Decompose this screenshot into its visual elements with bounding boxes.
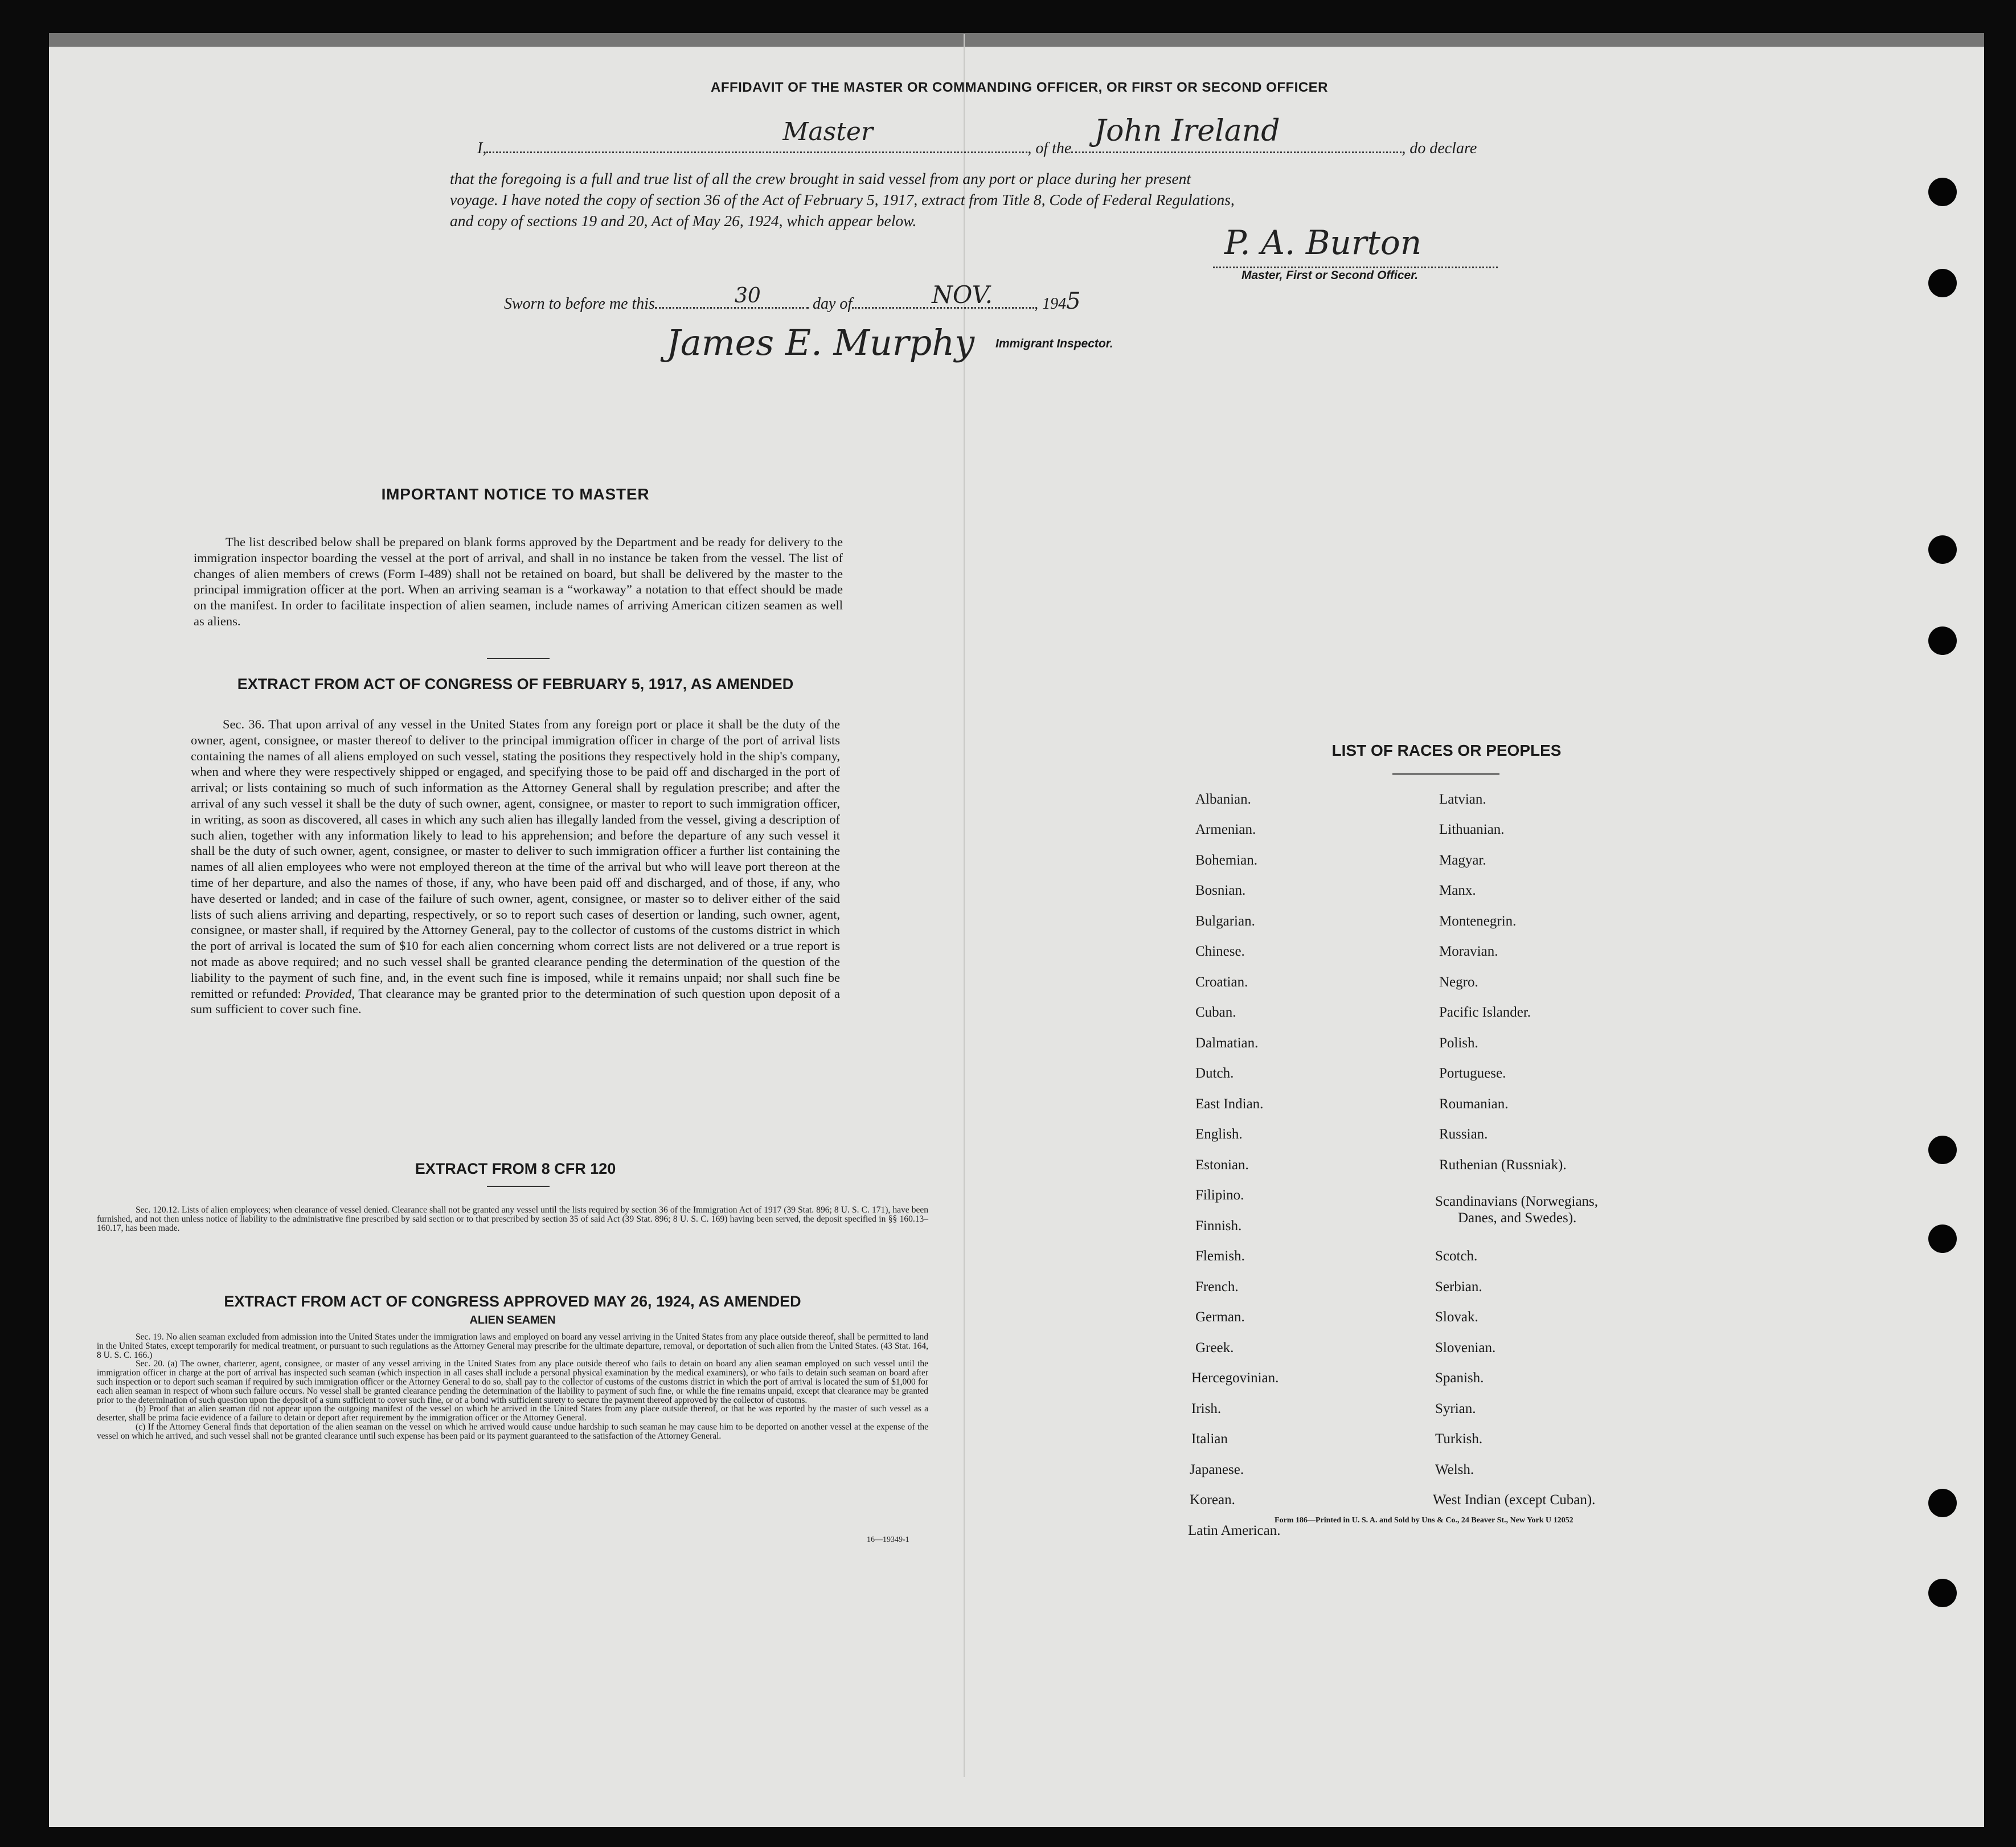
declaration-line-2: voyage. I have noted the copy of section 36 of the Act of February 5, 1917, extract from Title 8, Code of Federal Regulations,	[450, 191, 1235, 208]
officer-signature-line	[1213, 267, 1498, 268]
race-item: Syrian.	[1435, 1401, 1476, 1416]
race-item: French.	[1195, 1279, 1239, 1295]
month-handwritten: NOV.	[932, 281, 993, 309]
punch-hole	[1928, 626, 1957, 655]
declaration-line-1: that the foregoing is a full and true list of all the crew brought in said vessel from any port or place during her present	[450, 170, 1191, 187]
race-item: Filipino.	[1195, 1187, 1244, 1203]
race-item: Pacific Islander.	[1439, 1005, 1531, 1020]
vessel-name-field	[1071, 114, 1402, 153]
do-declare-label: , do declare	[1402, 140, 1477, 157]
race-item: Albanian.	[1195, 792, 1251, 807]
of-the-label: , of the	[1027, 140, 1072, 157]
race-item: Flemish.	[1195, 1248, 1245, 1264]
race-item: Portuguese.	[1439, 1066, 1506, 1081]
race-item: Irish.	[1191, 1401, 1222, 1416]
sworn-label: Sworn to before me this	[504, 295, 655, 313]
sec-20c-text: (c) If the Attorney General finds that deportation of the alien seaman on the vessel on which he arrived would cause undue hardship to such seaman he may cause him to be deported on another vessel at the expense of the vessel on which he arrived, and such vessel shall not be granted clearance until such expense has been paid or its payment guaranteed to the satisfaction of the Attorney General.	[97, 1422, 928, 1441]
day-handwritten: 30	[734, 284, 761, 308]
race-item: Negro.	[1439, 974, 1478, 990]
punch-hole	[1928, 269, 1957, 297]
race-item: Chinese.	[1195, 944, 1245, 959]
sec-36-text: That upon arrival of any vessel in the United States from any foreign port or place it shall be the duty of the owner, agent, consignee, or master thereof to deliver to the principal immigration officer in charge of the port of arrival lists containing the names of all aliens employed on such vessel, stating the positions they respectively hold in the ship's company, when and where they were respectively shipped or engaged, and specifying those to be paid off and discharged in the port of arrival; or lists containing so much of such information as the Attorney General shall by regulation prescribe; and after the arrival of any such vessel it shall be the duty of such owner, agent, consignee, or master to report to such immigration officer, in writing, as soon as discovered, all cases in which any such alien has illegally landed from the vessel, giving a description of such alien, together with any information likely to lead to his apprehension; and before the departure of any such vessel it shall be the duty of such owner, agent, consignee, or master to deliver to such immigration officer a further list containing the names of all alien employees who were not employed thereon at the time of the arrival but who will leave port thereon at the time of her departure, and also the names of those, if any, who have been paid off and discharged, and of those, if any, who have deserted or landed; and in case of the failure of such owner, agent, consignee, or master so to deliver either of the said lists of such aliens arriving and departing, respectively, or so to report such cases of desertion or landing, such owner, agent, consignee, or master shall, if required by the Attorney General, pay to the collector of customs of the customs district in which the port of arrival is located the sum of $10 for each alien concerning whom correct lists are not delivered or a true report is not made as above required; and no such vessel shall be granted clearance pending the determination of the question of the liability to the payment of such fine, and, in the event such fine is imposed, while it remains unpaid; nor shall such fine be remitted or refunded:	[191, 717, 840, 1001]
year-prefix: , 194	[1034, 295, 1067, 313]
race-item: Russian.	[1439, 1127, 1488, 1142]
extract-1917-heading: EXTRACT FROM ACT OF CONGRESS OF FEBRUARY 5, 1917, AS AMENDED	[237, 675, 794, 693]
race-item: Polish.	[1439, 1035, 1478, 1051]
race-item: German.	[1195, 1309, 1245, 1325]
race-item: Dalmatian.	[1195, 1035, 1259, 1051]
race-item: Montenegrin.	[1439, 914, 1517, 929]
day-of-label: day of	[812, 295, 853, 313]
declaration-line	[477, 114, 1536, 158]
form-code: 16—19349-1	[867, 1535, 909, 1544]
sec-19-text: Sec. 19. No alien seaman excluded from admission into the United States under the immigration laws and employed on board any vessel arriving in the United States from any place outside thereof, shall be permitted to land in the United States, except temporarily for medical treatment, or pursuant to such regulations as the Attorney General may prescribe for the ultimate departure, removal, or deportation of such alien from the United States. (43 Stat. 164, 8 U. S. C. 166.)	[97, 1332, 928, 1360]
officer-title-field	[486, 117, 1027, 153]
race-item: Korean.	[1190, 1492, 1235, 1508]
race-item: Slovak.	[1435, 1309, 1478, 1325]
race-item: Slovenian.	[1435, 1340, 1496, 1355]
race-item: Finnish.	[1195, 1218, 1242, 1234]
race-item: West Indian (except Cuban).	[1433, 1492, 1596, 1508]
officer-caption: Master, First or Second Officer.	[1241, 269, 1419, 282]
i-label: I,	[477, 140, 487, 157]
officer-title-handwritten: Master	[782, 117, 873, 146]
race-item: Magyar.	[1439, 853, 1486, 868]
punch-hole	[1928, 1224, 1957, 1253]
race-item: Ruthenian (Russniak).	[1439, 1157, 1567, 1173]
divider	[1392, 773, 1499, 775]
day-field	[655, 284, 809, 309]
punch-hole	[1928, 1579, 1957, 1607]
printer-footer: Form 186—Printed in U. S. A. and Sold by Uns & Co., 24 Beaver St., New York U 12052	[1275, 1516, 1574, 1525]
race-item: East Indian.	[1195, 1096, 1264, 1112]
race-item: Scotch.	[1435, 1248, 1478, 1264]
race-item: Manx.	[1439, 883, 1476, 898]
declaration-text	[450, 168, 1532, 231]
alien-seamen-subheading: ALIEN SEAMEN	[469, 1314, 556, 1326]
inspector-signature: James E. Murphy	[666, 322, 975, 363]
divider	[487, 1186, 550, 1187]
notice-body: The list described below shall be prepared on blank forms approved by the Department and be ready for delivery to the immigration inspector boarding the vessel at the port of arrival, and shall in no instance be taken from the vessel. The list of changes of alien members of crews (Form I-489) shall not be retained on board, but shall be delivered by the master to the principal immigration officer at the port. When an arriving seaman is a “workaway” a notation to that effect should be made on the manifest. In order to facilitate inspection of alien seamen, include names of arriving American citizen seamen as well as aliens.	[194, 535, 843, 628]
sec-20b-text: (b) Proof that an alien seaman did not appear upon the outgoing manifest of the vessel on which he arrived in the United States from any place outside thereof, or that he was reported by the master of such vessel as a deserter, shall be prima facie evidence of a failure to detain or deport after requirement by the immigration officer or the Attorney General.	[97, 1404, 928, 1423]
officer-signature: P. A. Burton	[1224, 223, 1422, 262]
race-item: Hercegovinian.	[1191, 1370, 1279, 1386]
race-item: Dutch.	[1195, 1066, 1234, 1081]
race-item: Welsh.	[1435, 1462, 1474, 1477]
race-item: Japanese.	[1190, 1462, 1244, 1477]
race-item: Roumanian.	[1439, 1096, 1509, 1112]
race-item: Turkish.	[1435, 1431, 1483, 1447]
race-item: Spanish.	[1435, 1370, 1484, 1386]
race-item: Danes, and Swedes).	[1458, 1210, 1577, 1226]
month-field	[852, 281, 1034, 309]
punch-hole	[1928, 178, 1957, 206]
race-item: Bosnian.	[1195, 883, 1246, 898]
race-item: Moravian.	[1439, 944, 1498, 959]
punch-hole	[1928, 1136, 1957, 1164]
race-item: Cuban.	[1195, 1005, 1236, 1020]
year-handwritten: 5	[1066, 288, 1081, 314]
race-item: Greek.	[1195, 1340, 1234, 1355]
race-item: English.	[1195, 1127, 1243, 1142]
extract-1917-body	[191, 716, 840, 1017]
vessel-name-handwritten: John Ireland	[1094, 114, 1280, 148]
extract-1924-heading: EXTRACT FROM ACT OF CONGRESS APPROVED MAY 26, 1924, AS AMENDED	[224, 1293, 801, 1310]
race-item: Scandinavians (Norwegians,	[1435, 1194, 1599, 1209]
race-item: Croatian.	[1195, 974, 1248, 990]
cfr-heading: EXTRACT FROM 8 CFR 120	[415, 1160, 616, 1177]
race-item: Latvian.	[1439, 792, 1486, 807]
notice-heading: IMPORTANT NOTICE TO MASTER	[381, 485, 650, 503]
proviso-word: Provided,	[305, 986, 355, 1001]
punch-hole	[1928, 535, 1957, 564]
affidavit-heading: AFFIDAVIT OF THE MASTER OR COMMANDING OFFICER, OR FIRST OR SECOND OFFICER	[710, 80, 1329, 95]
race-item: Italian	[1191, 1431, 1228, 1447]
extract-1924-body	[97, 1333, 928, 1441]
cfr-body: Sec. 120.12. Lists of alien employees; when clearance of vessel denied. Clearance shall not be granted any vessel until the lists required by section 36 of the Immigration Act of 1917 (39 Stat. 896; 8 U. S. C. 171), have been furnished, and not then unless notice of liability to the administrative fine prescribed by said section or to that prescribed by section 35 of said Act (39 Stat. 896; 8 U. S. C. 169) having been served, the deposit specified in §§ 160.13–160.17, has been made.	[97, 1205, 928, 1233]
divider	[487, 658, 550, 659]
race-item: Armenian.	[1195, 822, 1256, 837]
sec-20a-text: Sec. 20. (a) The owner, charterer, agent, consignee, or master of any vessel arriving in the United States from any place outside thereof who fails to detain on board any alien seaman employed on such vessel until the immigration officer in charge at the port of arrival has inspected such seaman (which inspection in all cases shall include a personal physical examination by the medical examiners), or who fails to detain such seaman on board after such inspection or to deport such seaman if required by such immigration officer or the Attorney General to do so, shall pay to the collector of customs of the customs district in which the port of arrival is located the sum of $1,000 for each alien seaman in respect of whom such failure occurs. No vessel shall be granted clearance pending the determination of the liability to payment of such fine, or while the fine remains unpaid, except that clearance may be granted prior to the determination of such question upon the deposit of a sum sufficient to cover such fine, or of a bond with sufficient surety to secure the payment thereof approved by the collector of customs.	[97, 1359, 928, 1405]
race-item: Latin American.	[1188, 1523, 1281, 1538]
race-item: Bohemian.	[1195, 853, 1258, 868]
race-item: Serbian.	[1435, 1279, 1482, 1295]
race-item: Estonian.	[1195, 1157, 1249, 1173]
races-heading: LIST OF RACES OR PEOPLES	[1331, 742, 1562, 759]
proviso-text: That clearance may be granted prior to the determination of such question upon deposit of a sum sufficient to cover such fine.	[191, 986, 841, 1017]
inspector-caption: Immigrant Inspector.	[995, 337, 1113, 350]
sec-36-label: Sec. 36.	[223, 717, 265, 731]
race-item: Bulgarian.	[1195, 914, 1255, 929]
declaration-line-3: and copy of sections 19 and 20, Act of May 26, 1924, which appear below.	[450, 212, 917, 230]
sworn-line	[504, 281, 1081, 314]
punch-hole	[1928, 1489, 1957, 1517]
race-item: Lithuanian.	[1439, 822, 1505, 837]
